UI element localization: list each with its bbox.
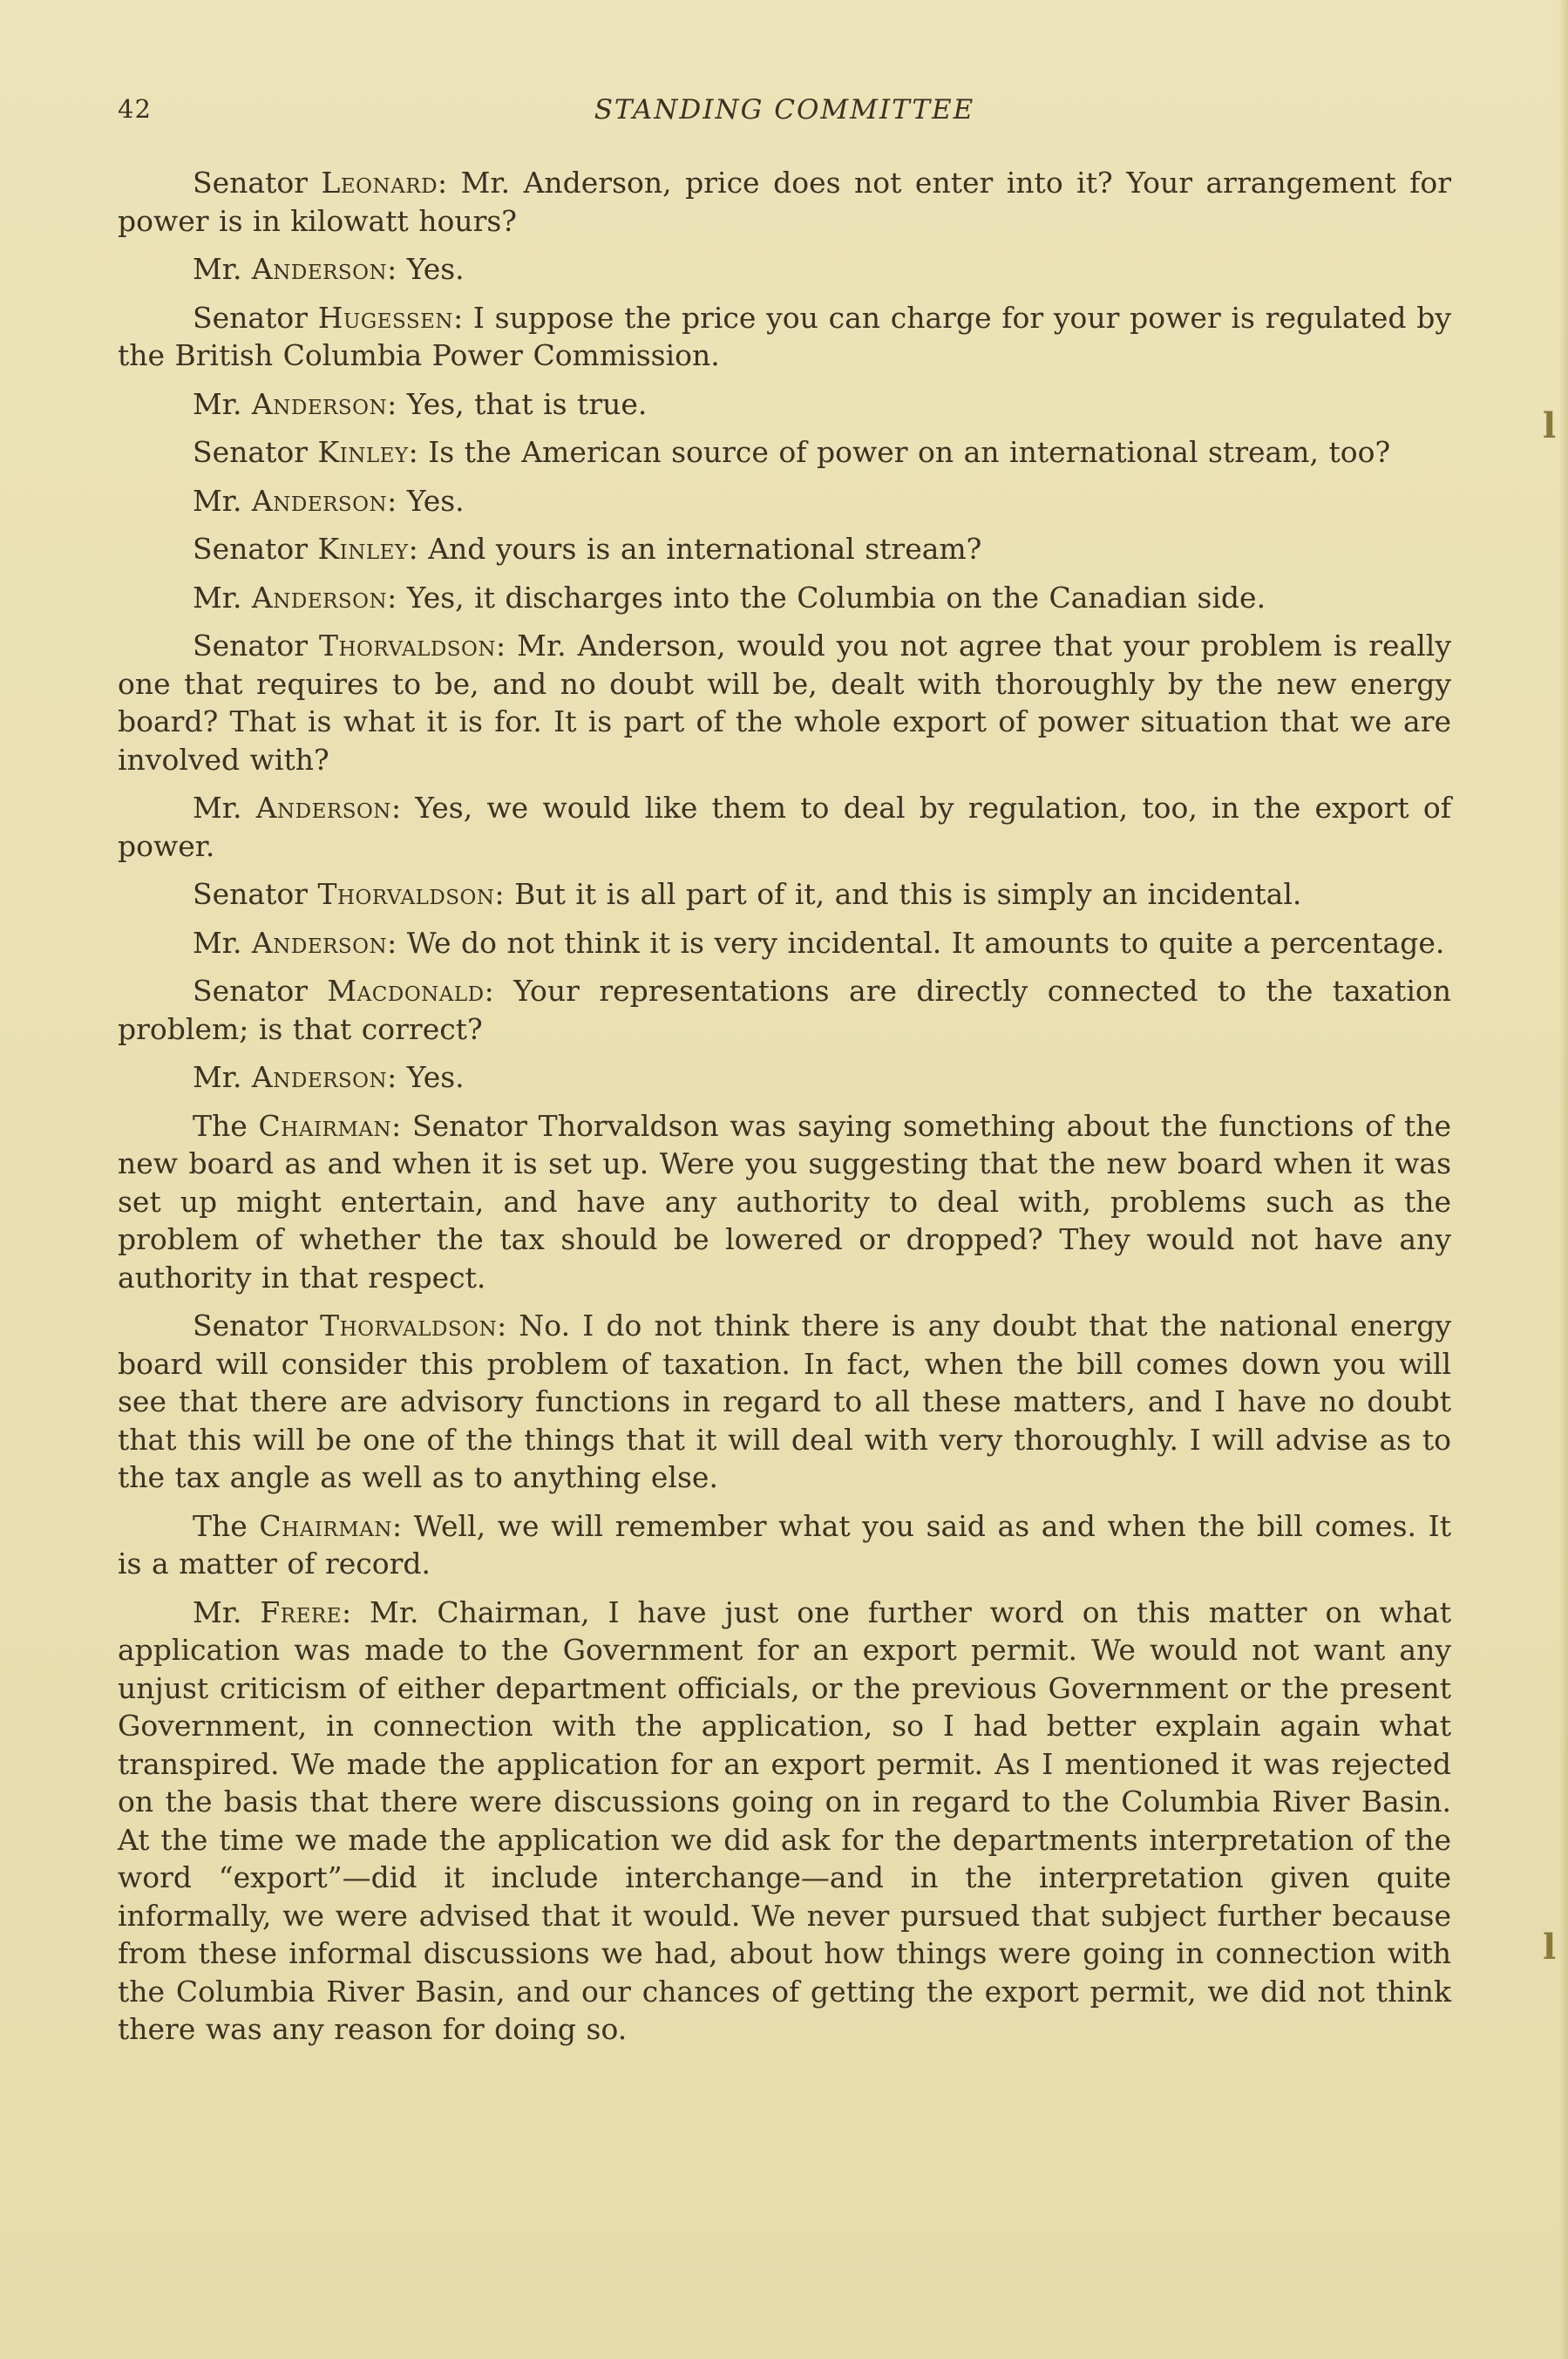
speaker-name: Macdonald (327, 974, 485, 1008)
speaker-title: The (193, 1108, 259, 1143)
paragraph-text: : Yes, we would like them to deal by regulation, too, in the export of power. (118, 791, 1451, 863)
margin-mark-icon: l (1543, 1927, 1557, 1968)
paragraph-text: : We do not think it is very incidental. It amounts to quite a percentage. (387, 925, 1445, 960)
paragraph-text: : But it is all part of it, and this is simply an incidental. (494, 877, 1302, 911)
transcript-paragraph (118, 789, 1451, 865)
paragraph-text: : Mr. Anderson, would you not agree that your problem is really one that requires to be, and no doubt will be, dealt with thoroughly by the new energy board? That is what it is for. It is part of the whole export of power situation that we are involved with? (118, 629, 1451, 777)
speaker-title: Mr. (193, 386, 252, 421)
transcript-paragraph (118, 1594, 1451, 2049)
paragraph-text: : Yes. (387, 483, 465, 518)
paragraph-text: : Yes. (387, 252, 465, 286)
speaker-name: Hugessen (317, 300, 454, 335)
speaker-title: Senator (193, 974, 328, 1008)
transcript-paragraph (118, 433, 1451, 472)
speaker-name: Thorvaldson (318, 629, 497, 663)
speaker-title: Mr. (193, 580, 252, 615)
speaker-name: Frere (260, 1594, 342, 1629)
speaker-title: Mr. (193, 1060, 252, 1094)
transcript-paragraph (118, 482, 1451, 520)
speaker-title: Senator (193, 532, 318, 566)
speaker-title: Mr. (193, 1594, 261, 1629)
paragraph-text: : Senator Thorvaldson was saying something about the functions of the new board as and when it is set up. Were you suggesting that the new board when it was set up might entertain, and have any authority to deal with, problems such as the problem of whether the tax should be lowered or dropped? They would not have any authority in that respect. (118, 1108, 1451, 1295)
transcript-paragraph (118, 1307, 1451, 1497)
transcript-paragraph (118, 1507, 1451, 1583)
transcript-paragraph (118, 875, 1451, 914)
paragraph-text: : Well, we will remember what you said as and when the bill comes. It is a matter of record. (118, 1508, 1451, 1581)
paragraph-text: : Your representations are directly connected to the taxation problem; is that correct? (118, 974, 1451, 1046)
paragraph-text: : Yes, it discharges into the Columbia on the Canadian side. (387, 580, 1266, 615)
paragraph-text: : Mr. Chairman, I have just one further word on this matter on what application was made to the Government for an export permit. We would not want any unjust criticism of either department officials, or the previous Government or the present Government, in connection with the application, so I had better explain again what transpired. We made the application for an export permit. As I mentioned it was rejected on the basis that there were discussions going on in regard to the Columbia River Basin. At the time we made the application we did ask for the departments interpretation of the word “export”—did it include interchange—and in the interpretation given quite informally, we were advised that it would. We never pursued that subject further because from these informal discussions we had, about how things were going in connection with the Columbia River Basin, and our chances of getting the export permit, we did not think there was any reason for doing so. (118, 1594, 1451, 2046)
page-number: 42 (118, 94, 152, 124)
transcript-paragraph (118, 530, 1451, 568)
margin-mark-icon: l (1543, 405, 1557, 446)
paragraph-text: : Mr. Anderson, price does not enter into it? Your arrangement for power is in kilowatt hours? (118, 166, 1451, 238)
speaker-name: Anderson (251, 483, 388, 518)
speaker-name: Anderson (251, 386, 388, 421)
speaker-name: Thorvaldson (317, 877, 495, 911)
speaker-title: Mr. (193, 252, 252, 286)
speaker-name: Anderson (251, 580, 388, 615)
paragraph-text: : Yes, that is true. (387, 386, 648, 421)
speaker-title: Senator (193, 629, 319, 663)
speaker-title: Mr. (193, 483, 252, 518)
page-header (118, 94, 1451, 129)
running-head: STANDING COMMITTEE (594, 94, 975, 126)
transcript-paragraph (118, 627, 1451, 778)
transcript-paragraph (118, 972, 1451, 1048)
transcript-body (118, 164, 1451, 2059)
transcript-paragraph (118, 1107, 1451, 1297)
paragraph-text: : Yes. (387, 1060, 465, 1094)
speaker-name: Kinley (317, 532, 409, 566)
speaker-name: Anderson (251, 252, 388, 286)
speaker-title: The (193, 1508, 260, 1543)
speaker-title: Senator (193, 1309, 321, 1343)
transcript-paragraph (118, 299, 1451, 375)
transcript-paragraph (118, 250, 1451, 289)
speaker-name: Chairman (259, 1508, 393, 1543)
paragraph-text: : And yours is an international stream? (408, 532, 982, 566)
speaker-name: Chairman (258, 1108, 392, 1143)
paragraph-text: : Is the American source of power on an international stream, too? (408, 435, 1391, 469)
speaker-name: Anderson (251, 1060, 388, 1094)
speaker-title: Senator (193, 877, 318, 911)
speaker-title: Senator (193, 300, 318, 335)
speaker-name: Thorvaldson (320, 1309, 498, 1343)
transcript-paragraph (118, 579, 1451, 617)
transcript-paragraph (118, 1058, 1451, 1097)
speaker-title: Senator (193, 166, 322, 200)
paragraph-text: : I suppose the price you can charge for your power is regulated by the British Columbia Power Commission. (118, 300, 1451, 372)
speaker-title: Senator (193, 435, 318, 469)
speaker-name: Anderson (251, 925, 388, 960)
speaker-name: Anderson (255, 791, 391, 825)
transcript-paragraph (118, 385, 1451, 424)
speaker-title: Mr. (193, 791, 256, 825)
transcript-paragraph (118, 164, 1451, 240)
transcript-paragraph (118, 924, 1451, 962)
paragraph-text: : No. I do not think there is any doubt that the national energy board will consider this problem of taxation. In fact, when the bill comes down you will see that there are advisory functions in regard to all these matters, and I have no doubt that this will be one of the things that it will deal with very thoroughly. I will advise as to the tax angle as well as to anything else. (118, 1309, 1451, 1494)
speaker-name: Leonard (321, 166, 438, 200)
speaker-title: Mr. (193, 925, 252, 960)
speaker-name: Kinley (317, 435, 409, 469)
page-edge (1559, 0, 1568, 2359)
